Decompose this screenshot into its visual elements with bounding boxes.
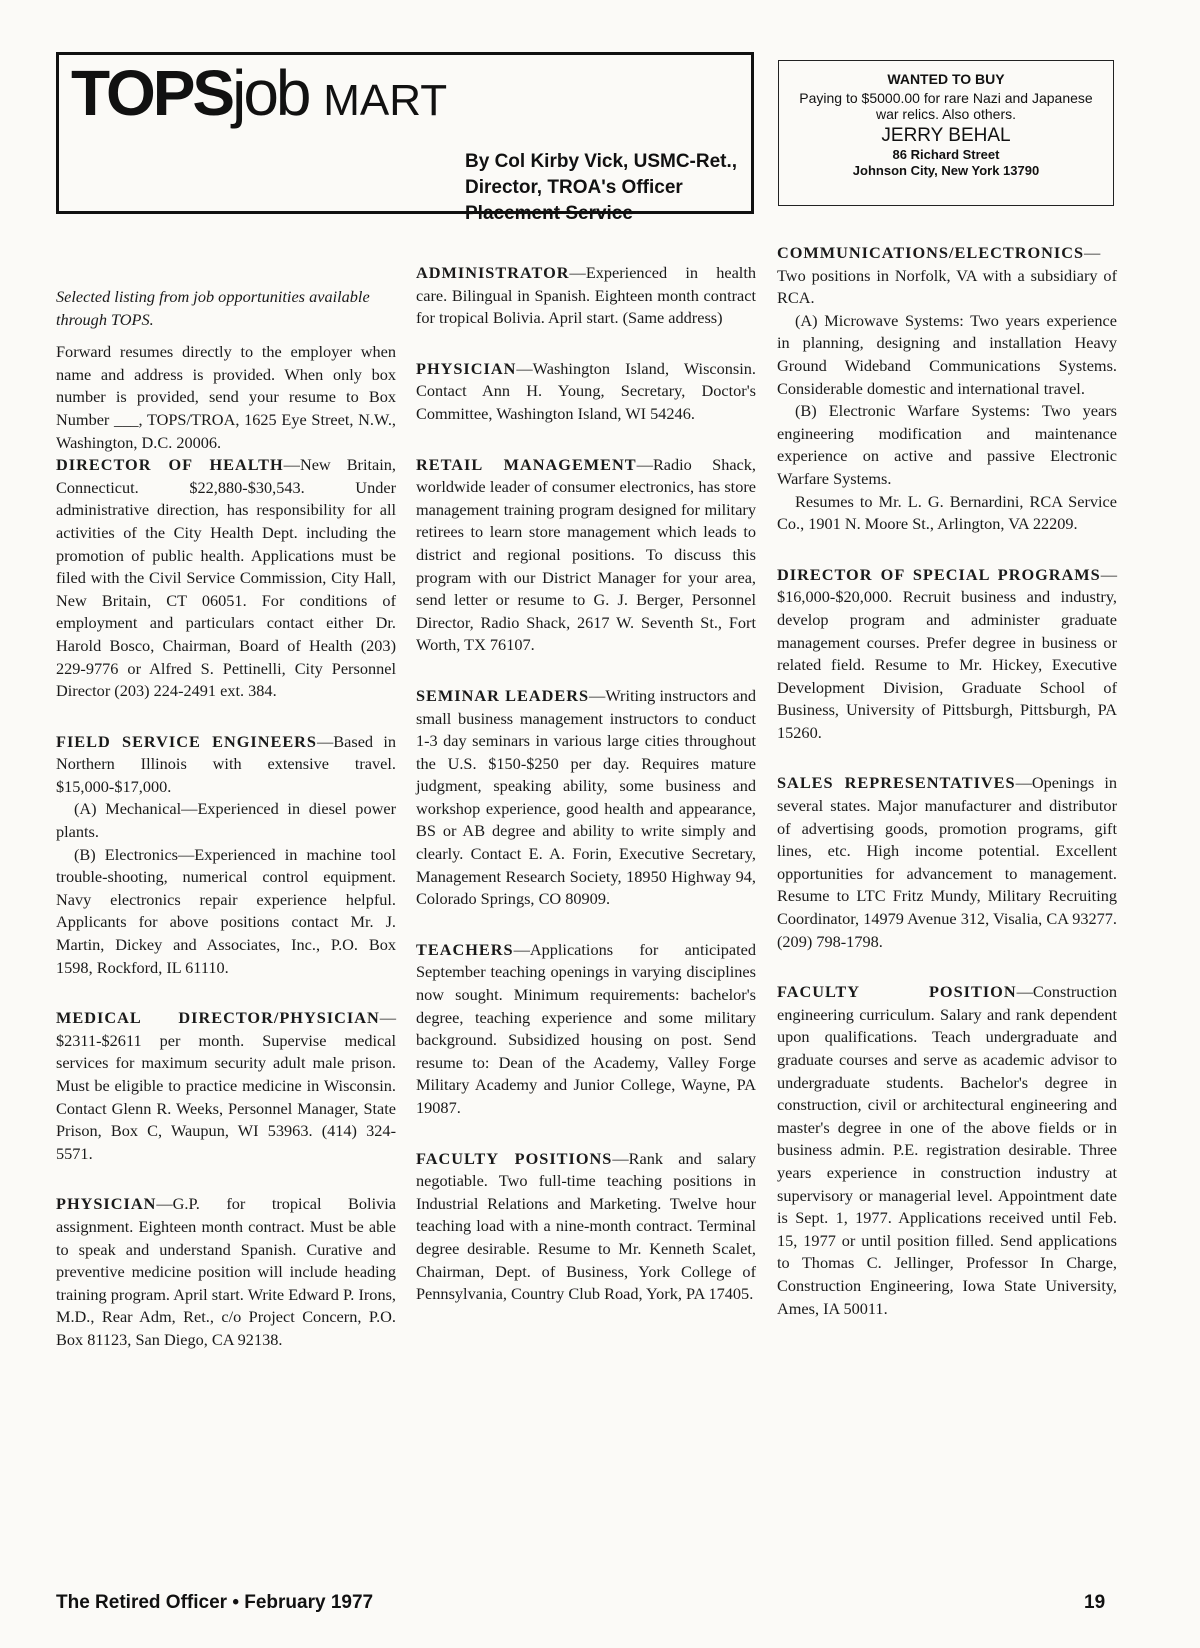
entry-text: —New Britain, Connecticut. $22,880-$30,543. Under administrative direction, has responsibility for all activities of the City Health Dept. including the promotion of public health. Applications must be filed with the Civil Service Commission, City Hall, New Britain, CT 06051. For conditions of employment and particulars contact either Dr. Harold Bosco, Chairman, Board of Health (203) 229-9776 or Alfred S. Pettinelli, City Personnel Director (203) 224-2491 ext. 384. (56, 455, 396, 701)
byline-line: Director, TROA's Officer (465, 177, 683, 198)
entry-text: —Construction engineering curriculum. Salary and rank dependent upon qualifications. Teach undergraduate and graduate courses and serve as academic advisor to undergraduate students. Bachelor's degree in construction, civil or architectural engineering and master's degree in one of the above fields or in business admin. P.E. registration desirable. Three years experience in construction industry at supervisory or managerial level. Appointment date is Sept. 1, 1977. Applications received until Feb. 15, 1977 or until position filled. Send applications to Thomas C. Jellinger, Professor In Charge, Construction Engineering, Iowa State University, Ames, IA 50011. (777, 982, 1117, 1318)
entry-text: —Based in Northern Illinois with extensive travel. $15,000-$17,000. (56, 731, 396, 796)
job-entry-physician-washington-island (416, 358, 756, 426)
job-entry-director-of-health (56, 454, 396, 703)
job-entry-director-special-programs (777, 564, 1117, 745)
job-entry-field-service-engineers (56, 731, 396, 980)
entry-title: TEACHERS (416, 939, 514, 959)
ad-city: Johnson City, New York 13790 (852, 163, 1040, 178)
job-entry-sales-representatives (777, 772, 1117, 953)
entry-text: —$16,000-$20,000. Recruit business and industry, develop program and administer graduate management courses. Prefer degree in business or related field. Resume to Mr. Hickey, Executive Development Division, Graduate School of Business, University of Pittsburgh, Pittsburgh, PA 15260. (777, 564, 1117, 742)
column-2 (416, 262, 756, 1334)
ad-heading: WANTED TO BUY (887, 71, 1005, 87)
job-entry-physician-bolivia (56, 1193, 396, 1351)
entry-title: SEMINAR LEADERS (416, 685, 590, 705)
entry-title: MEDICAL DIRECTOR/PHYSICIAN (56, 1008, 380, 1028)
column-3 (777, 242, 1117, 1348)
job-entry-communications-electronics (777, 242, 1117, 536)
job-entry-faculty-position (777, 981, 1117, 1320)
entry-text: Resumes to Mr. L. G. Bernardini, RCA Service Co., 1901 N. Moore St., Arlington, VA 22209. (777, 491, 1117, 534)
footer-publication: The Retired Officer • February 1977 (56, 1592, 374, 1613)
title-mart: MART (323, 76, 448, 125)
entry-text: —Experienced in health care. Bilingual in Spanish. Eighteen month contract for tropical Bolivia. April start. (Same address) (416, 263, 756, 328)
entry-text: —Applications for anticipated September teaching openings in varying disciplines now sought. Minimum requirements: bachelor's degree, teaching experience and some military background. Subsidized housing on post. Send resume to: Dean of the Academy, Valley Forge Military Academy and Junior College, Wayne, PA 19087. (416, 939, 756, 1117)
entry-text: (B) Electronic Warfare Systems: Two years engineering modification and maintenance experience on active and passive Electronic Warfare Systems. (777, 401, 1117, 488)
ad-street: 86 Richard Street (892, 147, 1000, 162)
column-1 (56, 286, 396, 1380)
job-entry-retail-management (416, 454, 756, 657)
entry-text: —Rank and salary negotiable. Two full-time teaching positions in Industrial Relations and Marketing. Twelve hour teaching load with a nine-month contract. Terminal degree desirable. Resume to Mr. Kenneth Scalet, Chairman, Dept. of Business, York College of Pennsylvania, Country Club Road, York, PA 17405. (416, 1148, 756, 1304)
entry-text: —Washington Island, Wisconsin. Contact Ann H. Young, Secretary, Doctor's Committee, Washington Island, WI 54246. (416, 358, 756, 423)
entry-title: FACULTY POSITIONS (416, 1148, 613, 1168)
job-entry-administrator (416, 262, 756, 330)
byline (465, 149, 737, 227)
classified-ad (778, 60, 1114, 206)
masthead (56, 52, 754, 224)
page-title (71, 57, 448, 129)
entry-text: (A) Mechanical—Experienced in diesel power plants. (56, 799, 396, 842)
entry-text: (A) Microwave Systems: Two years experience in planning, designing and installation Heavy Ground Wideband Communications Systems. Considerable domestic and international travel. (777, 310, 1117, 398)
job-entry-teachers (416, 939, 756, 1120)
page-number: 19 (1084, 1592, 1106, 1613)
ad-name: JERRY BEHAL (881, 125, 1011, 146)
title-tops: TOPS (71, 57, 233, 129)
title-job: job (232, 57, 309, 129)
byline-line: Placement Service (465, 203, 633, 224)
entry-title: ADMINISTRATOR (416, 263, 570, 282)
job-entry-faculty-positions (416, 1148, 756, 1306)
entry-text: (B) Electronics—Experienced in machine tool trouble-shooting, numerical control equipment. Navy electronics repair experience helpful. Applicants for above positions contact Mr. J. Martin, Dickey and Associates, Inc., P.O. Box 1598, Rockford, IL 61110. (56, 844, 396, 977)
entry-title: COMMUNICATIONS/ELECTRONICS (777, 243, 1085, 262)
entry-title: DIRECTOR OF HEALTH (56, 455, 284, 475)
entry-title: DIRECTOR OF SPECIAL PROGRAMS (777, 564, 1101, 584)
entry-text: —G.P. for tropical Bolivia assignment. Eighteen month contract. Must be able to speak and understand Spanish. Curative and preventive medicine position will include heading training program. April start. Write Edward P. Irons, M.D., Rear Adm, Ret., c/o Project Concern, P.O. Box 81123, San Diego, CA 92138. (56, 1194, 396, 1349)
entry-title: FIELD SERVICE ENGINEERS (56, 731, 317, 751)
entry-text: —Writing instructors and small business management instructors to conduct 1-3 day seminars in various large cities throughout the U.S. $150-$250 per day. Requires mature judgment, speaking ability, some business and workshop experience, good health and appearance, BS or AB degree and ability to write simply and clearly. Contact E. A. Forin, Executive Secretary, Management Research Society, 18950 Highway 94, Colorado Springs, CO 80909. (416, 685, 756, 909)
entry-text: —Radio Shack, worldwide leader of consumer electronics, has store management training program designed for military retirees to learn store management which leads to district and regional positions. To discuss this program with our District Manager for your area, send letter or resume to G. J. Berger, Personnel Director, Radio Shack, 2617 W. Seventh St., Fort Worth, TX 76107. (416, 454, 756, 655)
entry-title: PHYSICIAN (56, 1194, 157, 1214)
entry-text: —Openings in several states. Major manufacturer and distributor of advertising goods, promotion programs, gift lines, etc. High income potential. Excellent opportunities for advancement to management. Resume to LTC Fritz Mundy, Military Recruiting Coordinator, 14979 Avenue 312, Visalia, CA 93277. (209) 798-1798. (777, 773, 1117, 951)
entry-text: —Two positions in Norfolk, VA with a subsidiary of RCA. (777, 243, 1117, 308)
intro-forward: Forward resumes directly to the employer when name and address is provided. When only box number is provided, send your resume to Box Number ___, TOPS/TROA, 1625 Eye Street, N.W., Washington, D.C. 20006. (56, 342, 396, 452)
entry-title: SALES REPRESENTATIVES (777, 773, 1016, 793)
entry-text: —$2311-$2611 per month. Supervise medical services for maximum security adult male prison. Must be eligible to practice medicine in Wisconsin. Contact Glenn R. Weeks, Personnel Manager, State Prison, Box C, Waupun, WI 53963. (414) 324-5571. (56, 1008, 396, 1163)
entry-title: RETAIL MANAGEMENT (416, 454, 637, 474)
job-entry-seminar-leaders (416, 685, 756, 911)
byline-line: By Col Kirby Vick, USMC-Ret., (465, 151, 738, 172)
job-entry-medical-director (56, 1007, 396, 1165)
entry-title: PHYSICIAN (416, 358, 517, 378)
ad-text: Paying to $5000.00 for rare Nazi and Japanese war relics. Also others. (799, 90, 1093, 122)
intro-italic: Selected listing from job opportunities available through TOPS. (56, 287, 370, 329)
entry-title: FACULTY POSITION (777, 982, 1017, 1002)
